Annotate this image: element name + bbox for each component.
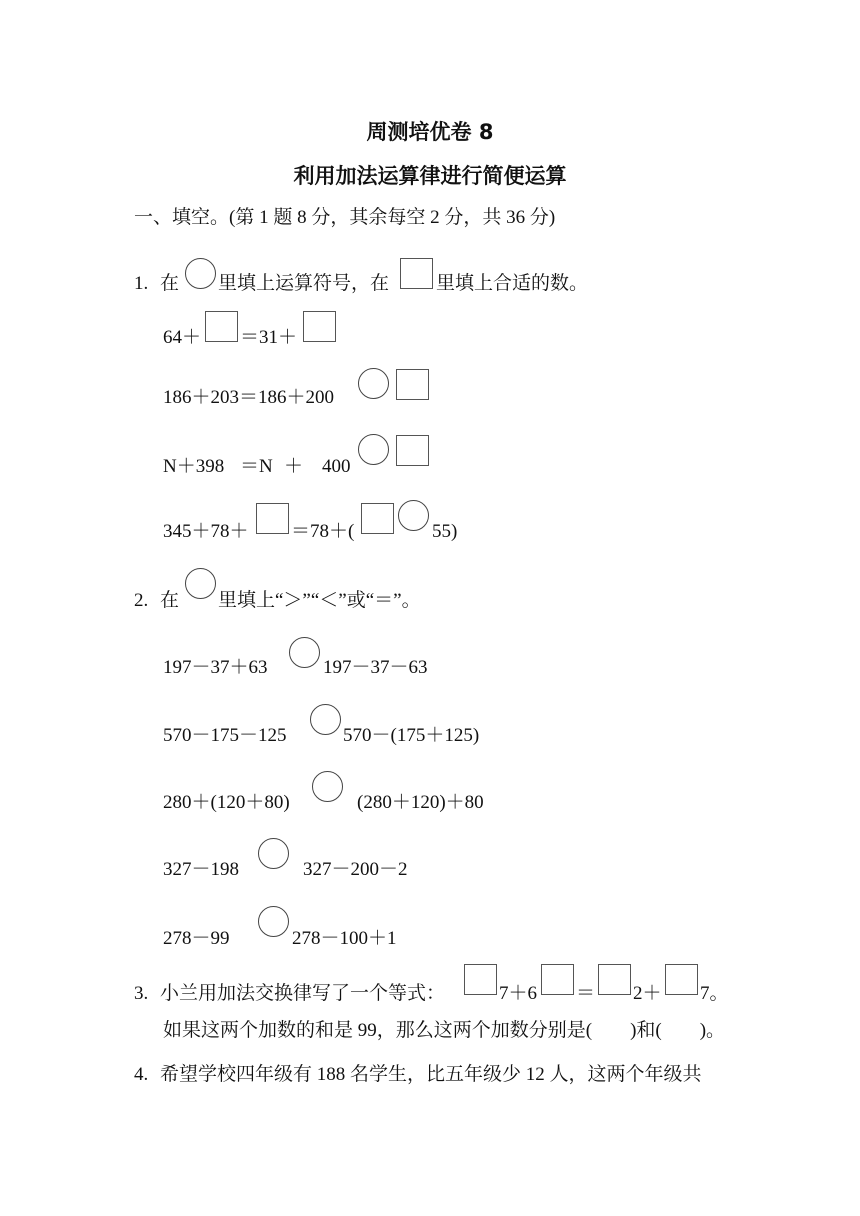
answer-box[interactable]: [464, 964, 497, 995]
q2-row-right: 327－200－2: [303, 859, 408, 880]
q1-row4-part-a: 345＋78＋: [163, 521, 249, 542]
answer-circle[interactable]: [312, 771, 343, 802]
q1-row2-part-a: 186＋203＝186＋200: [163, 387, 335, 408]
q2-row-left: 570－175－125: [163, 725, 287, 746]
q3-part-3: 2＋: [633, 983, 662, 1004]
q3-part-1: 7＋6: [499, 983, 538, 1004]
answer-box[interactable]: [396, 435, 429, 466]
q2-row-right: 570－(175＋125): [343, 725, 480, 746]
q1-row3-part-c: ＋: [284, 456, 304, 477]
answer-circle[interactable]: [358, 368, 389, 399]
q2-text-post: 里填上“＞”“＜”或“＝”。: [218, 590, 421, 611]
q2-row-left: 197－37＋63: [163, 657, 268, 678]
q3-line1: 小兰用加法交换律写了一个等式：: [160, 983, 446, 1004]
q3-number: 3.: [134, 983, 149, 1004]
answer-circle[interactable]: [310, 704, 341, 735]
q2-row-left: 327－198: [163, 859, 240, 880]
q1-text-mid: 里填上运算符号，在: [218, 273, 390, 294]
q3-line2: 如果这两个加数的和是 99，那么这两个加数分别是( )和( )。: [163, 1020, 726, 1041]
answer-circle: [185, 568, 216, 599]
page-title: 周测培优卷 8: [366, 120, 494, 144]
q1-row4-part-c: 55): [432, 521, 458, 542]
q1-text-pre: 在: [160, 273, 180, 294]
answer-box[interactable]: [256, 503, 289, 534]
answer-box[interactable]: [598, 964, 631, 995]
answer-box: [400, 258, 433, 289]
answer-box[interactable]: [303, 311, 336, 342]
q2-row-right: 278－100＋1: [292, 928, 397, 949]
q2-row-right: (280＋120)＋80: [357, 792, 484, 813]
q4-text: 希望学校四年级有 188 名学生，比五年级少 12 人，这两个年级共: [160, 1064, 702, 1085]
q1-row1-part-b: ＝31＋: [240, 327, 298, 348]
q1-row3-part-b: ＝N: [240, 456, 273, 477]
q2-row-left: 280＋(120＋80): [163, 792, 290, 813]
q1-row1-part-a: 64＋: [163, 327, 202, 348]
answer-box[interactable]: [205, 311, 238, 342]
q2-text-pre: 在: [160, 590, 180, 611]
q1-text-post: 里填上合适的数。: [436, 273, 589, 294]
answer-circle[interactable]: [358, 434, 389, 465]
answer-box[interactable]: [361, 503, 394, 534]
answer-circle[interactable]: [258, 838, 289, 869]
answer-circle[interactable]: [258, 906, 289, 937]
answer-box[interactable]: [665, 964, 698, 995]
q1-row4-part-b: ＝78＋(: [291, 521, 355, 542]
q1-row3-part-d: 400: [322, 456, 351, 477]
q1-row3-part-a: N＋398: [163, 456, 225, 477]
page-subtitle: 利用加法运算律进行简便运算: [293, 164, 567, 188]
answer-circle[interactable]: [289, 637, 320, 668]
q2-row-right: 197－37－63: [323, 657, 428, 678]
section-heading: 一、填空。(第 1 题 8 分，其余每空 2 分，共 36 分): [134, 207, 556, 228]
answer-circle[interactable]: [398, 500, 429, 531]
q2-number: 2.: [134, 590, 149, 611]
answer-circle: [185, 258, 216, 289]
answer-box[interactable]: [396, 369, 429, 400]
q1-number: 1.: [134, 273, 149, 294]
q4-number: 4.: [134, 1064, 149, 1085]
q2-row-left: 278－99: [163, 928, 230, 949]
answer-box[interactable]: [541, 964, 574, 995]
q3-part-2: ＝: [576, 983, 596, 1004]
q3-part-4: 7。: [700, 983, 729, 1004]
